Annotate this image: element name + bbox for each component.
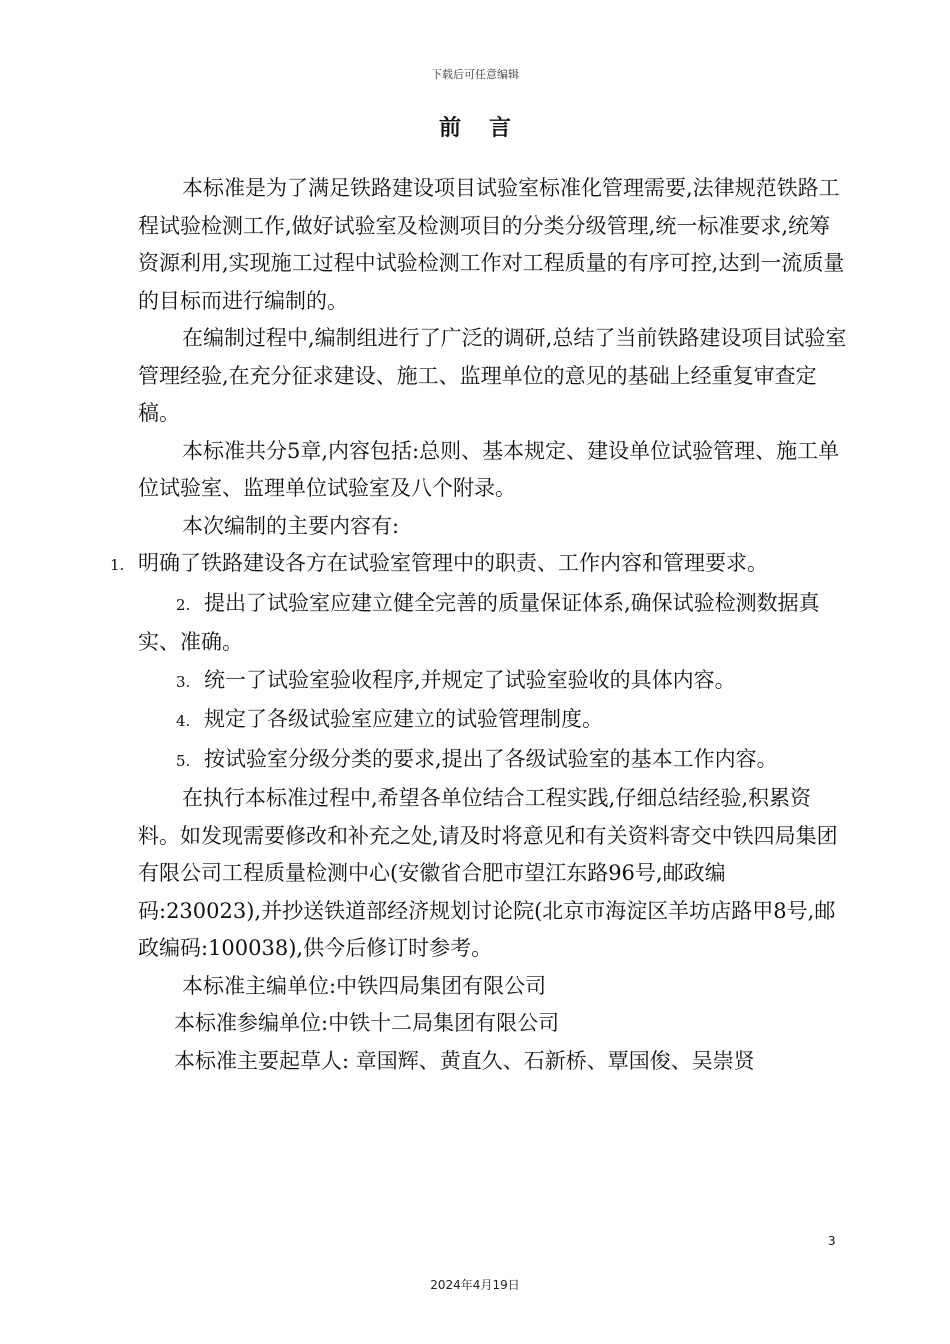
main-drafters: 本标准主要起草人: 章国辉、黄直久、石新桥、覃国俊、吴崇贤 [174, 1048, 755, 1073]
list-number: 3. [176, 672, 191, 691]
list-item-3 [138, 662, 848, 702]
paragraph-purpose: 本标准是为了满足铁路建设项目试验室标准化管理需要,法律规范铁路工程试验检测工作,做好试验室及检测项目的分类分级管理,统一标准要求,统筹资源利用,实现施工过程中试验检测工作对工程质量的有序可控,达到一流质量的目标而进行编制的。 [138, 176, 845, 313]
list-text: 统一了试验室验收程序,并规定了试验室验收的具体内容。 [204, 667, 736, 692]
list-text: 规定了各级试验室应建立的试验管理制度。 [204, 707, 603, 731]
page-number: 3 [828, 1234, 836, 1248]
chief-editing-unit: 本标准主编单位:中铁四局集团有限公司 [182, 973, 547, 998]
list-text: 提出了试验室应建立健全完善的质量保证体系,确保试验检测数据真实、准确。 [138, 590, 820, 654]
list-item-5 [138, 741, 848, 781]
title-char-2: 言 [489, 116, 512, 141]
list-item-4 [138, 701, 848, 741]
title-char-1: 前 [438, 116, 461, 141]
participating-unit: 本标准参编单位:中铁十二局集团有限公司 [174, 1011, 560, 1035]
paragraph-feedback: 在执行本标准过程中,希望各单位结合工程实践,仔细总结经验,积累资料。如发现需要修改和补充之处,请及时将意见和有关资料寄交中铁四局集团有限公司工程质量检测中心(安徽省合肥市望江东路96号,邮政编码:230023),并抄送铁道部经济规划讨论院(北京市海淀区羊坊店路甲8号,邮政编码:100038),供今后修订时参考。 [138, 786, 838, 960]
list-number: 2. [176, 595, 191, 614]
list-item-2 [138, 585, 848, 662]
document-body [110, 170, 848, 1080]
header-note: 下载后可任意编辑 [431, 68, 519, 81]
list-text: 明确了铁路建设各方在试验室管理中的职责、工作内容和管理要求。 [138, 551, 768, 575]
list-number: 4. [176, 712, 191, 730]
paragraph-process: 在编制过程中,编制组进行了广泛的调研,总结了当前铁路建设项目试验室管理经验,在充分征求建设、施工、监理单位的意见的基础上经重复审查定稿。 [138, 326, 847, 425]
list-number: 5. [176, 751, 191, 770]
paragraph-main-content-intro: 本次编制的主要内容有: [182, 513, 400, 538]
footer-date: 2024年4月19日 [430, 1278, 520, 1292]
page-title [0, 111, 950, 142]
paragraph-structure: 本标准共分5章,内容包括:总则、基本规定、建设单位试验管理、施工单位试验室、监理单位试验室及八个附录。 [138, 438, 840, 500]
list-number: 1. [110, 556, 125, 574]
list-text: 按试验室分级分类的要求,提出了各级试验室的基本工作内容。 [204, 746, 778, 771]
list-item-1 [110, 545, 848, 585]
